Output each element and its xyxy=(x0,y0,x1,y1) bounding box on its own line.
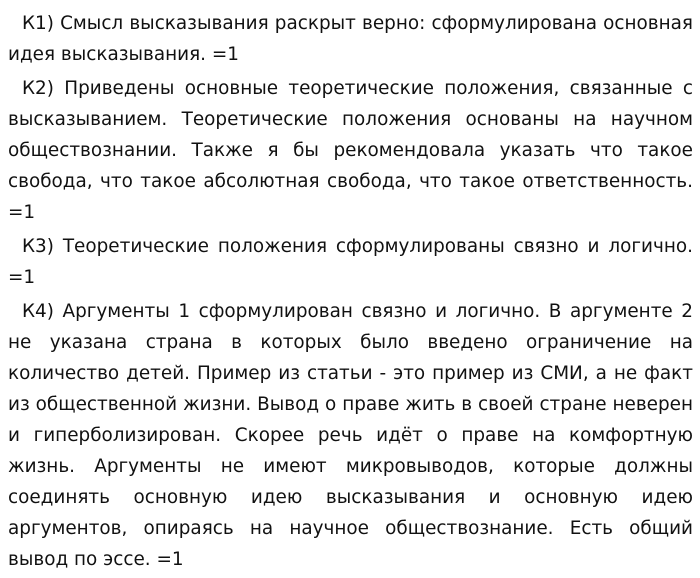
review-document xyxy=(8,8,693,578)
criterion-k4-paragraph: К4) Аргументы 1 сформулирован связно и логично. В аргументе 2 не указана страна в которых было введено ограничение на количество детей. Пример из статьи - это пример из СМИ, а не факт из общественной жизни. Вывод о праве жить в своей стране неверен и гиперболизирован. Скорее речь идёт о праве на комфортную жизнь. Аргументы не имеют микровыводов, которые должны соединять основную идею высказывания и основную идею аргументов, опираясь на научное обществознание. Есть общий вывод по эссе. =1 xyxy=(8,301,693,570)
criterion-k2-paragraph: К2) Приведены основные теоретические положения, связанные с высказыванием. Теоретические положения основаны на научном обществознании. Также я бы рекомендовала указать что такое свобода, что такое абсолютная свобода, что такое ответственность. =1 xyxy=(8,78,693,223)
criterion-k3-paragraph: К3) Теоретические положения сформулированы связно и логично. =1 xyxy=(8,236,693,288)
criterion-k1-paragraph: К1) Смысл высказывания раскрыт верно: сформулирована основная идея высказывания. =1 xyxy=(8,13,693,65)
